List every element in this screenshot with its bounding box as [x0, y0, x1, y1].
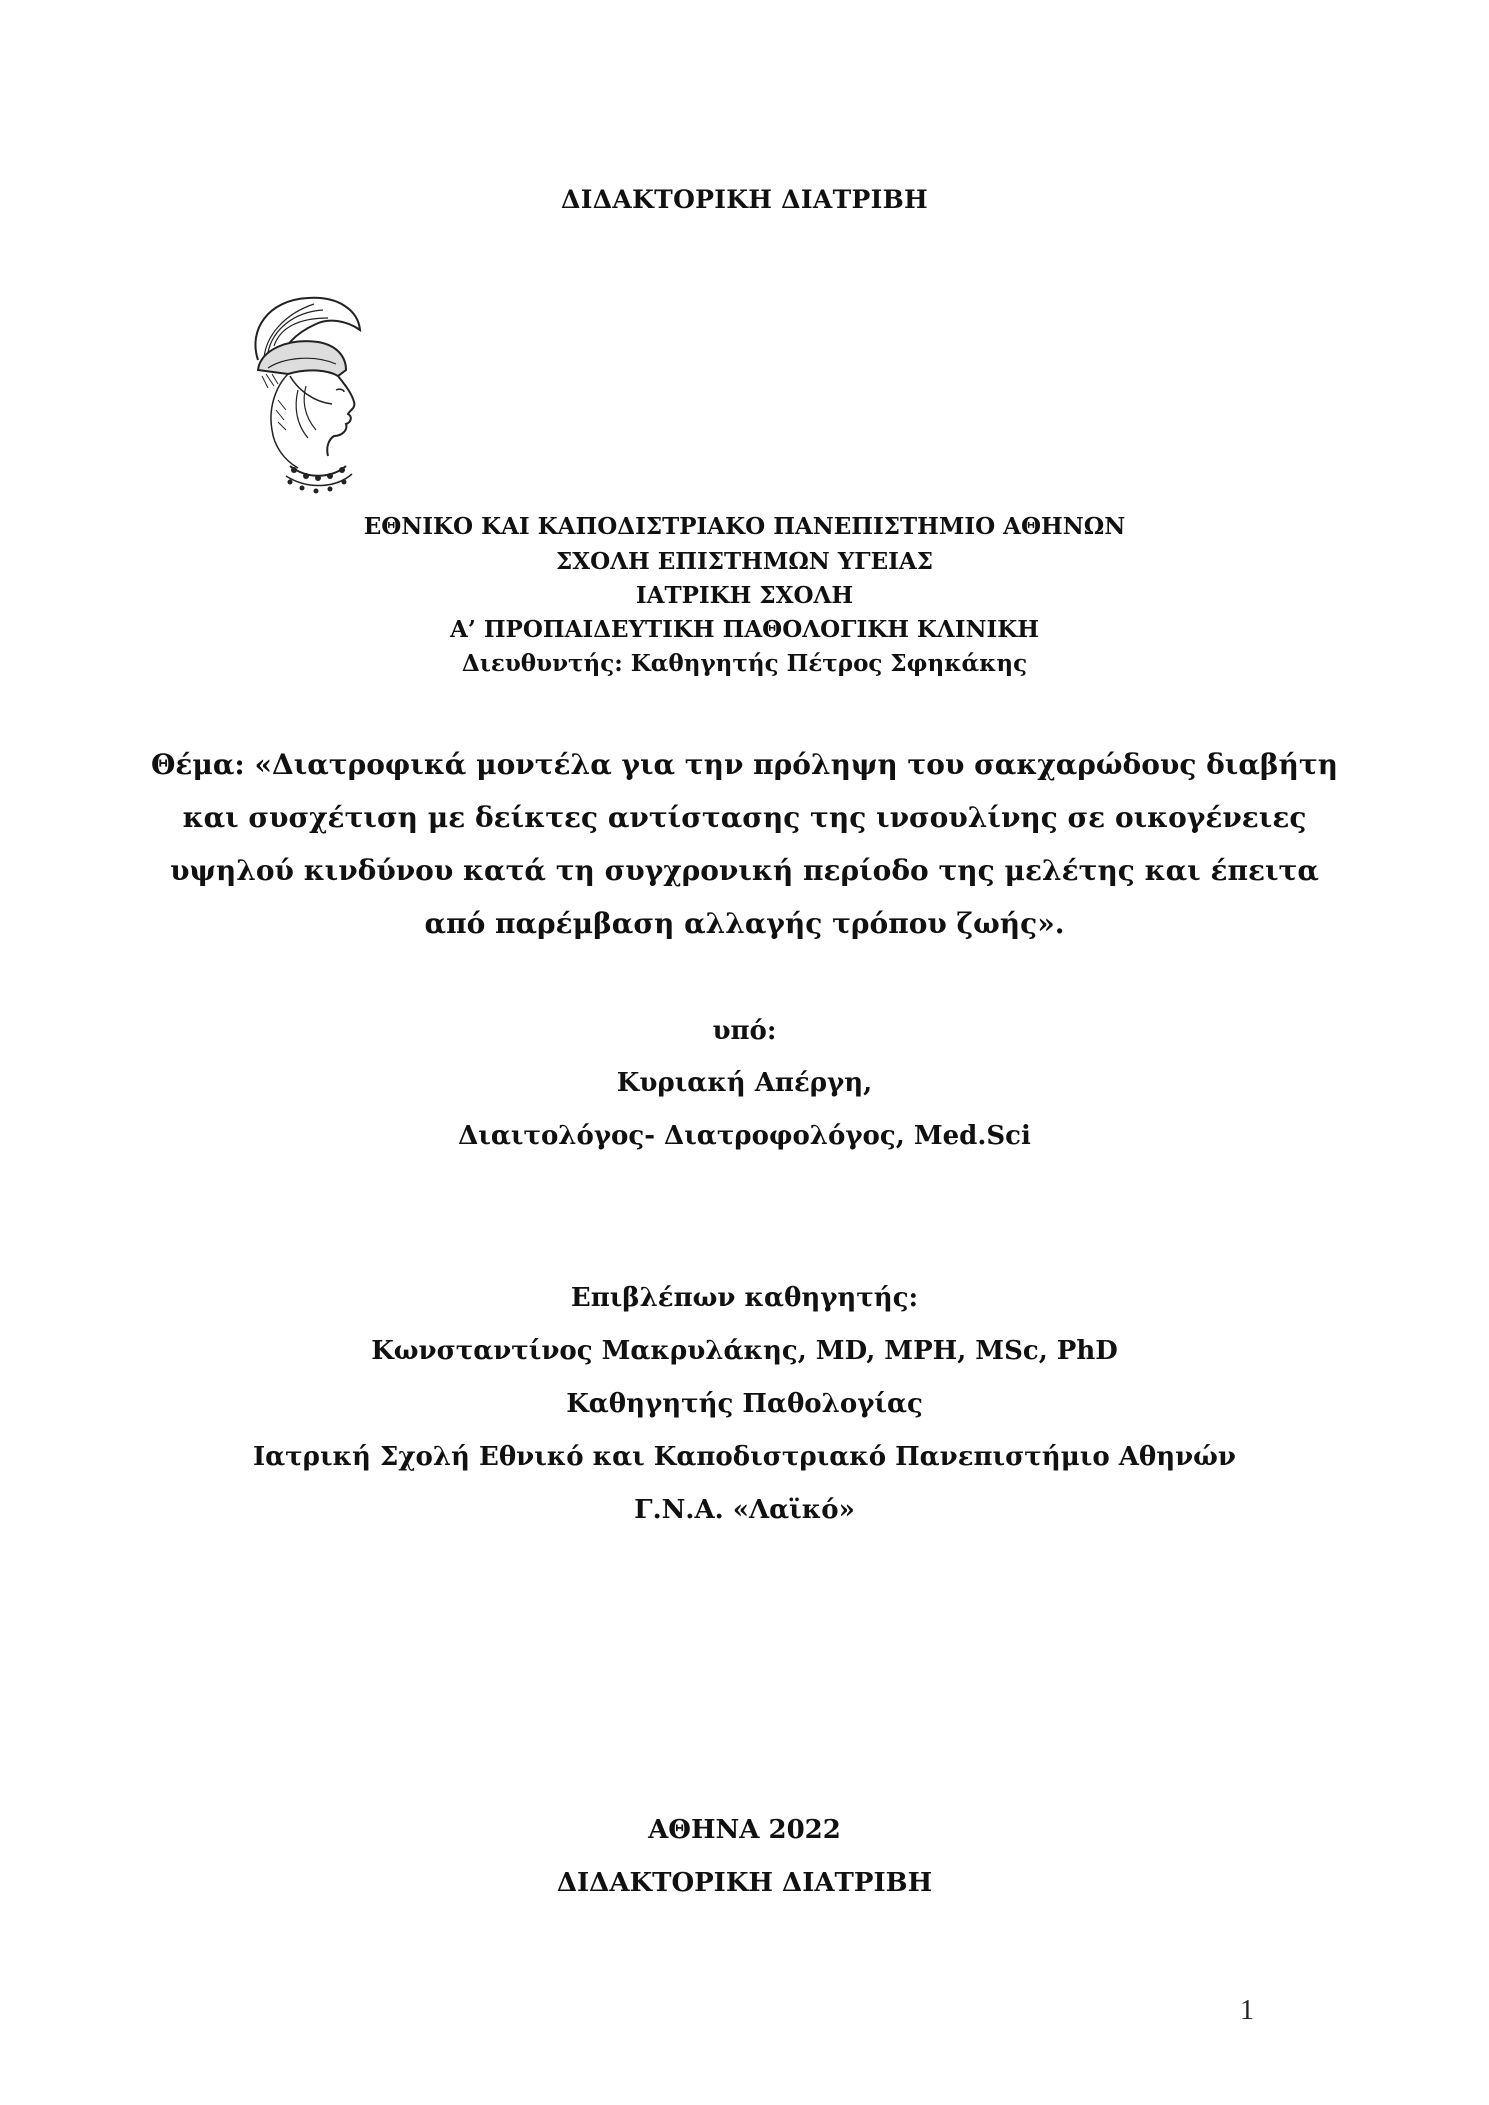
institution-clinic: Α’ ΠΡΟΠΑΙΔΕΥΤΙΚΗ ΠΑΘΟΛΟΓΙΚΗ ΚΛΙΝΙΚΗ	[449, 616, 1040, 643]
document-type-heading: ΔΙΔΑΚΤΟΡΙΚΗ ΔΙΑΤΡΙΒΗ	[561, 185, 928, 214]
author-by-label: υπό:	[712, 1016, 777, 1046]
topic-line-2: και συσχέτιση με δείκτες αντίστασης της ινσουλίνης σε οικογένειες	[182, 801, 1307, 834]
topic-line-4: από παρέμβαση αλλαγής τρόπου ζωής».	[424, 907, 1065, 940]
supervisor-label: Επιβλέπων καθηγητής:	[570, 1283, 919, 1313]
supervisor-position: Καθηγητής Παθολογίας	[566, 1389, 923, 1419]
supervisor-name: Κωνσταντίνος Μακρυλάκης, MD, MPH, MSc, PhD	[371, 1336, 1118, 1366]
institution-university: ΕΘΝΙΚΟ ΚΑΙ ΚΑΠΟΔΙΣΤΡΙΑΚΟ ΠΑΝΕΠΙΣΤΗΜΙΟ ΑΘΗΝΩΝ	[363, 513, 1126, 540]
footer-place-year: ΑΘΗΝΑ 2022	[648, 1815, 841, 1845]
supervisor-affiliation: Ιατρική Σχολή Εθνικό και Καποδιστριακό Πανεπιστήμιο Αθηνών	[253, 1442, 1236, 1472]
supervisor-hospital: Γ.Ν.Α. «Λαϊκό»	[634, 1495, 855, 1525]
page-number: 1	[1240, 1995, 1254, 2026]
topic-line-1: Θέμα: «Διατροφικά μοντέλα για την πρόληψη του σακχαρώδους διαβήτη	[150, 748, 1339, 781]
topic-line-3: υψηλού κινδύνου κατά τη συγχρονική περίοδο της μελέτης και έπειτα	[170, 854, 1319, 887]
institution-school: ΣΧΟΛΗ ΕΠΙΣΤΗΜΩΝ ΥΓΕΙΑΣ	[556, 548, 933, 575]
footer-document-type: ΔΙΔΑΚΤΟΡΙΚΗ ΔΙΑΤΡΙΒΗ	[556, 1868, 933, 1898]
institution-director: Διευθυντής: Καθηγητής Πέτρος Σφηκάκης	[461, 650, 1028, 677]
institution-faculty: ΙΑΤΡΙΚΗ ΣΧΟΛΗ	[635, 582, 854, 609]
author-title: Διαιτολόγος- Διατροφολόγος, Med.Sci	[458, 1121, 1031, 1151]
athena-helmet-logo-icon	[228, 290, 368, 500]
author-name: Κυριακή Απέργη,	[616, 1068, 873, 1098]
